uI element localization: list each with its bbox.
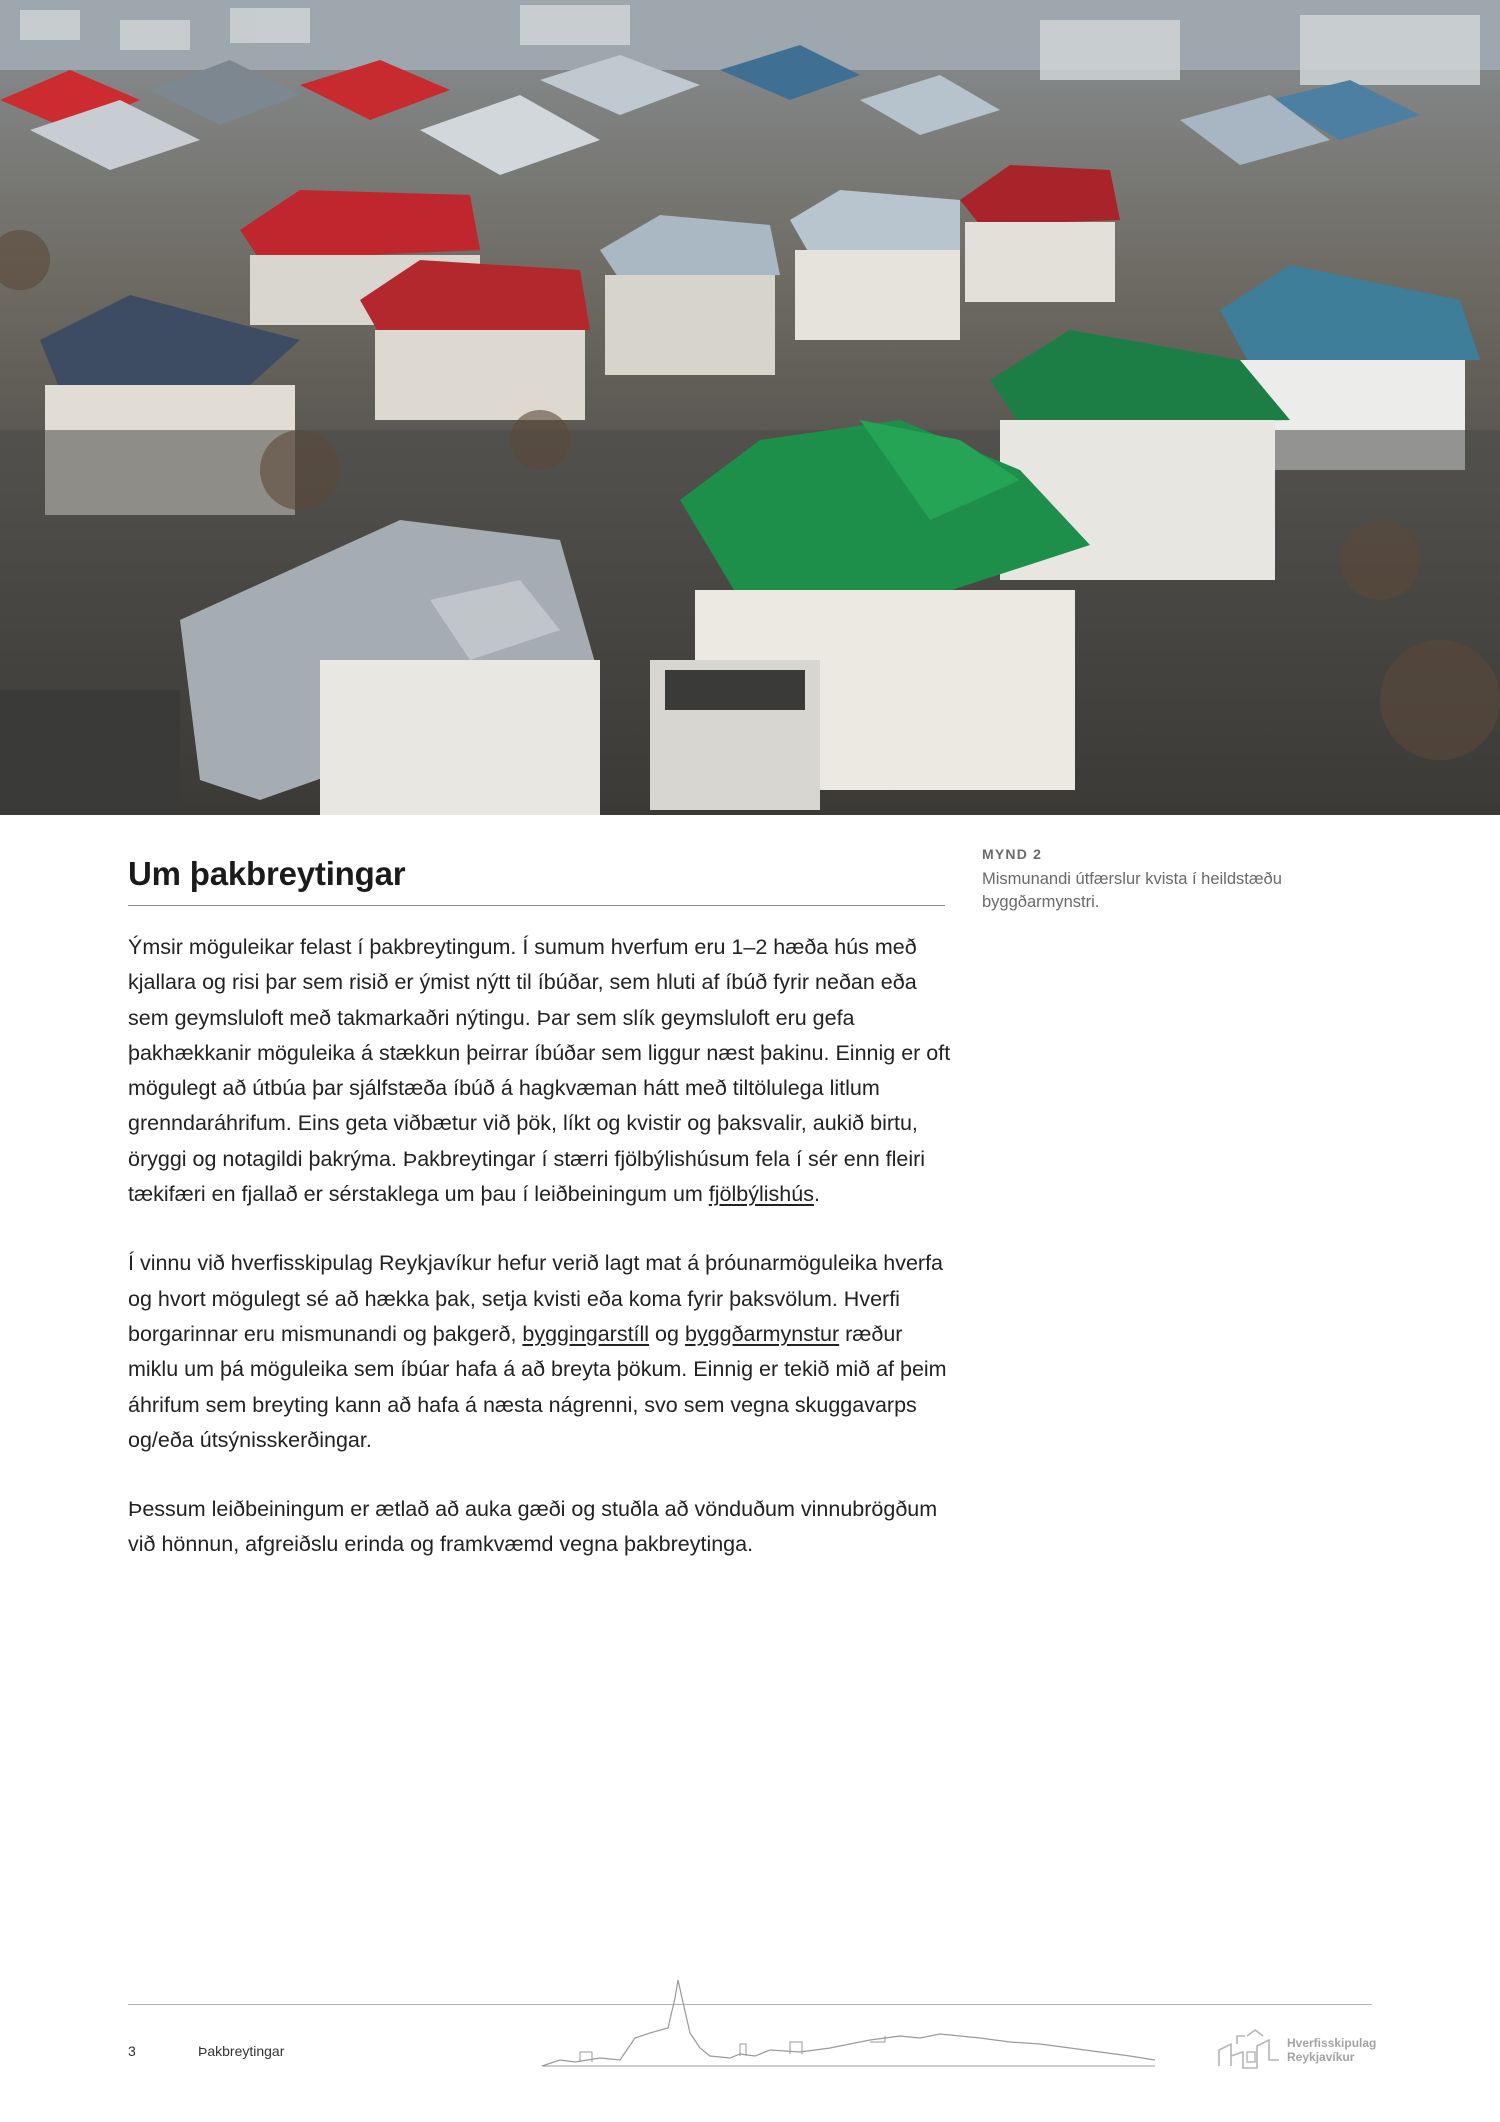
title-divider (128, 905, 945, 906)
page-title: Um þakbreytingar (128, 855, 406, 892)
footer-title: Þakbreytingar (198, 2043, 285, 2059)
paragraph-1-text: Ýmsir möguleikar felast í þakbreytingum. Í sumum hverfum eru 1–2 hæða hús með kjallara og risi þar sem risið er ýmist nýtt til íbúðar, sem hluti af íbúð fyrir neðan eða sem geymsluloft með takmarkaðri nýtingu. Þar sem slík geymsluloft eru gefa þakhækkanir möguleika á stækkun þeirrar íbúðar sem liggur næst þakinu. Einnig er oft mögulegt að útbúa þar sjálfstæða íbúð á hagkvæman hátt með tiltölulega litlum grenndaráhrifum. Eins geta viðbætur við þök, líkt og kvistir og þaksvalir, aukið birtu, öryggi og notagildi þakrýma. Þakbreytingar í stærri fjölbýlishúsum fela í sér enn fleiri tækifæri en fjallað er sérstaklega um þau í leiðbeiningum um (128, 935, 951, 1207)
link-byggdarmynstur[interactable]: byggðarmynstur (684, 1321, 840, 1346)
caption-text: Mismunandi útfærslur kvista í heildstæðu byggðarmynstri. (982, 870, 1282, 911)
hverfisskipulag-logo (1217, 2026, 1377, 2072)
paragraph-1-end: . (813, 1182, 820, 1207)
caption-label: MYND 2 (982, 846, 1043, 862)
paragraph-2-end: ræður miklu um þá möguleika sem íbúar hafa á að breyta þökum. Einnig er tekið mið af þeim áhrifum sem breyting kann að hafa á næsta nágrenni, svo sem vegna skuggavarps og/eða útsýnisskerðingar. (128, 1321, 947, 1452)
figure-caption (982, 846, 1342, 914)
city-logo-icon (1217, 2026, 1283, 2072)
logo-line-1: Hverfisskipulag (1287, 2036, 1377, 2050)
paragraph-2 (128, 1246, 958, 1458)
paragraph-2-mid: og (649, 1321, 685, 1346)
logo-line-2: Reykjavíkur (1287, 2050, 1355, 2064)
paragraph-1 (128, 930, 958, 1212)
aerial-photo (0, 0, 1500, 815)
link-byggingarstill[interactable]: byggingarstíll (522, 1321, 650, 1346)
page-number: 3 (128, 2043, 136, 2059)
body-text (128, 930, 958, 1597)
logo-text (1287, 2036, 1376, 2064)
skyline-illustration (540, 1978, 1160, 2068)
link-fjolbylishus[interactable]: fjölbýlishús (708, 1182, 814, 1207)
paragraph-2-text: Í vinnu við hverfisskipulag Reykjavíkur hefur verið lagt mat á þróunarmöguleika hverfa og hvort mögulegt sé að hækka þak, setja kvisti eða koma fyrir þaksvölum. Hverfi borgarinnar eru mismunandi og þakgerð, (128, 1251, 944, 1346)
paragraph-3: Þessum leiðbeiningum er ætlað að auka gæði og stuðla að vönduðum vinnubrögðum við hönnun, afgreiðslu erinda og framkvæmd vegna þakbreytinga. (128, 1497, 938, 1557)
